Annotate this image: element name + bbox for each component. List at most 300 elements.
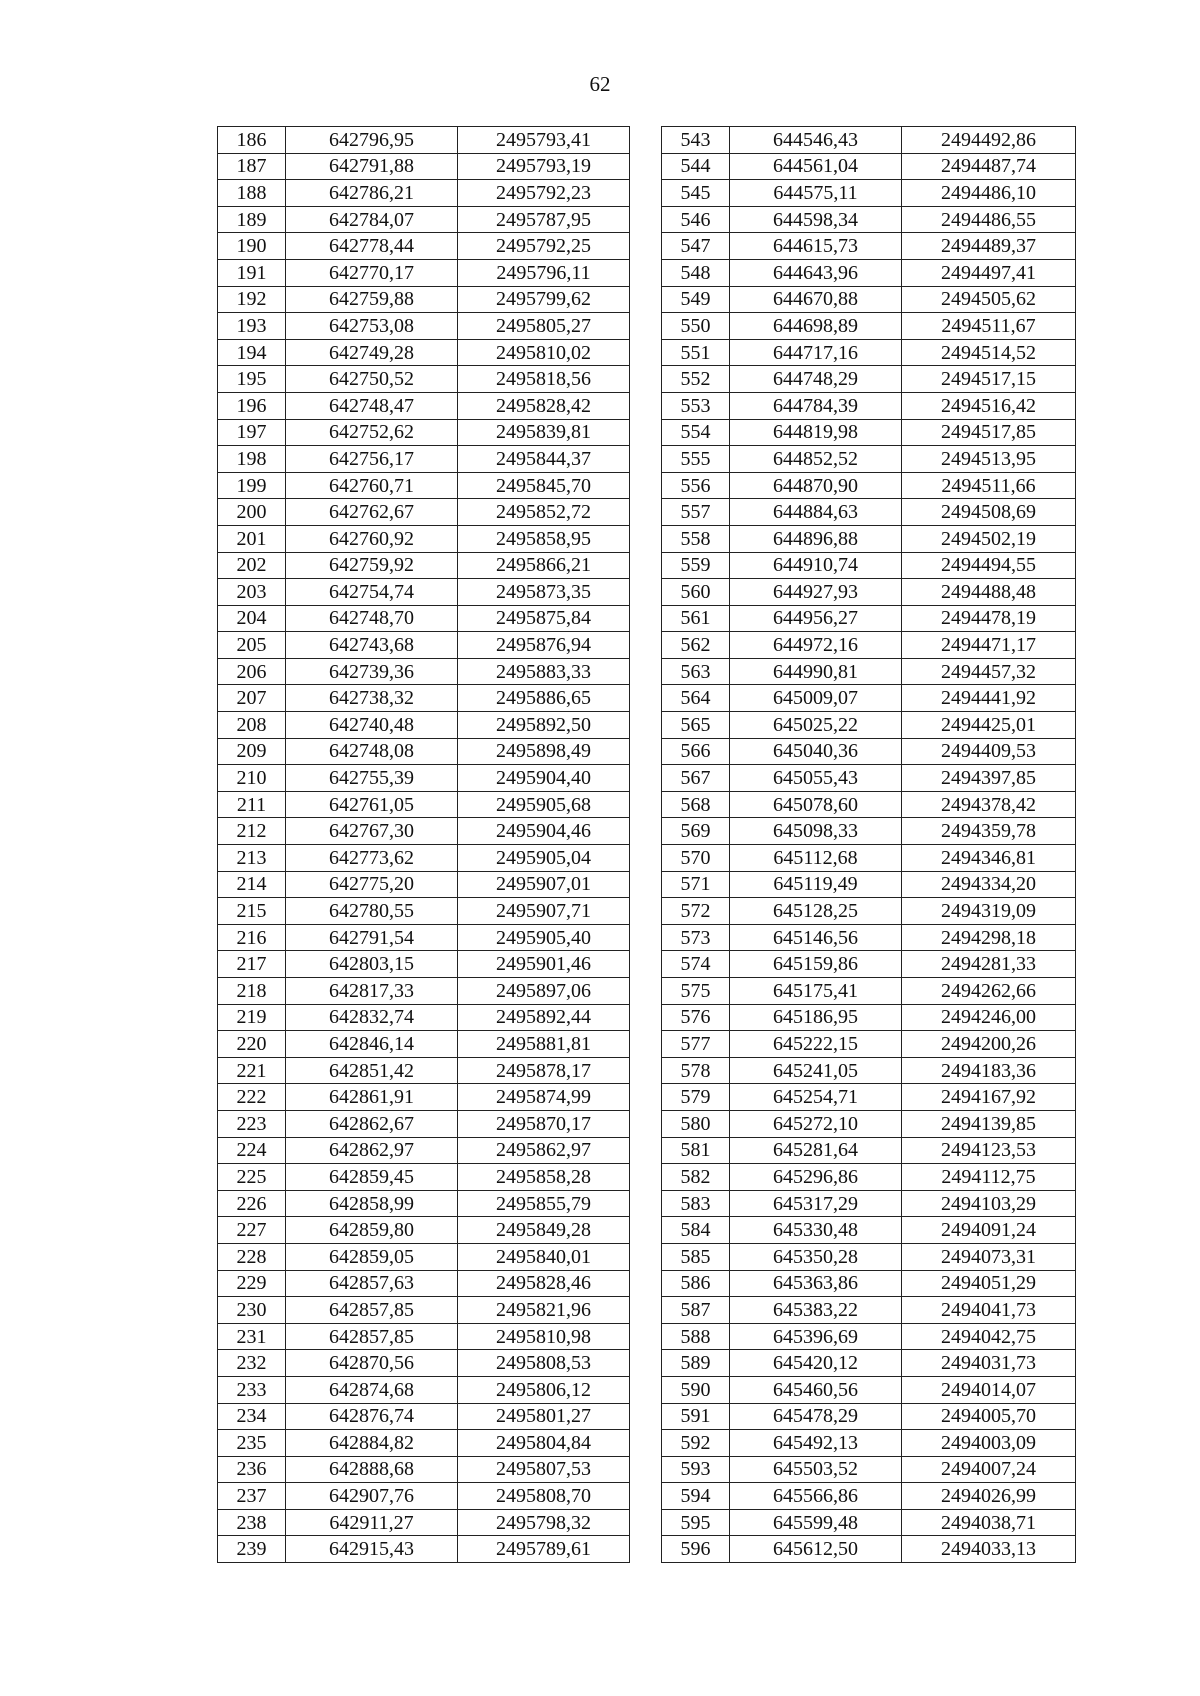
x-coordinate-left: 642846,14 (286, 1031, 458, 1058)
y-coordinate-left: 2495844,37 (458, 446, 630, 473)
table-row (218, 339, 1076, 366)
coordinates-table (217, 126, 1076, 1563)
y-coordinate-right: 2494281,33 (902, 951, 1076, 978)
column-gap (630, 1403, 662, 1430)
y-coordinate-left: 2495904,40 (458, 765, 630, 792)
table-row (218, 1323, 1076, 1350)
point-number-right: 572 (662, 898, 730, 925)
x-coordinate-right: 645478,29 (730, 1403, 902, 1430)
point-number-left: 226 (218, 1190, 286, 1217)
table-row (218, 712, 1076, 739)
x-coordinate-left: 642760,92 (286, 525, 458, 552)
column-gap (630, 286, 662, 313)
point-number-right: 576 (662, 1004, 730, 1031)
table-row (218, 525, 1076, 552)
point-number-right: 545 (662, 180, 730, 207)
x-coordinate-right: 645098,33 (730, 818, 902, 845)
x-coordinate-left: 642780,55 (286, 898, 458, 925)
y-coordinate-right: 2494397,85 (902, 765, 1076, 792)
x-coordinate-left: 642740,48 (286, 712, 458, 739)
point-number-right: 559 (662, 552, 730, 579)
x-coordinate-right: 645296,86 (730, 1164, 902, 1191)
column-gap (630, 366, 662, 393)
point-number-right: 554 (662, 419, 730, 446)
point-number-left: 191 (218, 259, 286, 286)
x-coordinate-right: 644956,27 (730, 605, 902, 632)
point-number-right: 553 (662, 392, 730, 419)
point-number-left: 230 (218, 1297, 286, 1324)
column-gap (630, 1483, 662, 1510)
y-coordinate-right: 2494033,13 (902, 1536, 1076, 1563)
point-number-right: 581 (662, 1137, 730, 1164)
y-coordinate-left: 2495840,01 (458, 1243, 630, 1270)
x-coordinate-left: 642750,52 (286, 366, 458, 393)
x-coordinate-left: 642862,97 (286, 1137, 458, 1164)
y-coordinate-right: 2494112,75 (902, 1164, 1076, 1191)
point-number-left: 213 (218, 845, 286, 872)
table-row (218, 366, 1076, 393)
y-coordinate-right: 2494359,78 (902, 818, 1076, 845)
point-number-right: 592 (662, 1430, 730, 1457)
column-gap (630, 1217, 662, 1244)
x-coordinate-left: 642857,85 (286, 1297, 458, 1324)
x-coordinate-right: 645350,28 (730, 1243, 902, 1270)
point-number-right: 595 (662, 1509, 730, 1536)
y-coordinate-right: 2494139,85 (902, 1110, 1076, 1137)
y-coordinate-right: 2494003,09 (902, 1430, 1076, 1457)
y-coordinate-left: 2495905,68 (458, 791, 630, 818)
point-number-right: 584 (662, 1217, 730, 1244)
point-number-right: 580 (662, 1110, 730, 1137)
y-coordinate-left: 2495905,04 (458, 845, 630, 872)
x-coordinate-left: 642884,82 (286, 1430, 458, 1457)
x-coordinate-left: 642784,07 (286, 206, 458, 233)
column-gap (630, 1137, 662, 1164)
x-coordinate-left: 642817,33 (286, 978, 458, 1005)
point-number-left: 208 (218, 712, 286, 739)
x-coordinate-left: 642760,71 (286, 472, 458, 499)
column-gap (630, 392, 662, 419)
point-number-left: 197 (218, 419, 286, 446)
y-coordinate-right: 2494502,19 (902, 525, 1076, 552)
column-gap (630, 685, 662, 712)
x-coordinate-right: 644784,39 (730, 392, 902, 419)
point-number-right: 571 (662, 871, 730, 898)
point-number-right: 548 (662, 259, 730, 286)
point-number-right: 588 (662, 1323, 730, 1350)
point-number-right: 546 (662, 206, 730, 233)
x-coordinate-right: 644598,34 (730, 206, 902, 233)
x-coordinate-right: 644615,73 (730, 233, 902, 260)
column-gap (630, 1031, 662, 1058)
x-coordinate-right: 645119,49 (730, 871, 902, 898)
table-row (218, 127, 1076, 154)
x-coordinate-right: 644884,63 (730, 499, 902, 526)
point-number-right: 573 (662, 924, 730, 951)
x-coordinate-left: 642761,05 (286, 791, 458, 818)
x-coordinate-right: 645241,05 (730, 1057, 902, 1084)
x-coordinate-right: 645492,13 (730, 1430, 902, 1457)
y-coordinate-right: 2494514,52 (902, 339, 1076, 366)
column-gap (630, 1456, 662, 1483)
x-coordinate-right: 645146,56 (730, 924, 902, 951)
point-number-right: 562 (662, 632, 730, 659)
y-coordinate-right: 2494471,17 (902, 632, 1076, 659)
table-row (218, 791, 1076, 818)
y-coordinate-right: 2494488,48 (902, 579, 1076, 606)
point-number-right: 594 (662, 1483, 730, 1510)
point-number-left: 225 (218, 1164, 286, 1191)
point-number-right: 549 (662, 286, 730, 313)
table-row (218, 632, 1076, 659)
point-number-left: 227 (218, 1217, 286, 1244)
table-row (218, 1137, 1076, 1164)
point-number-right: 568 (662, 791, 730, 818)
point-number-right: 578 (662, 1057, 730, 1084)
y-coordinate-left: 2495870,17 (458, 1110, 630, 1137)
table-row (218, 552, 1076, 579)
y-coordinate-left: 2495883,33 (458, 658, 630, 685)
column-gap (630, 738, 662, 765)
y-coordinate-right: 2494091,24 (902, 1217, 1076, 1244)
x-coordinate-left: 642756,17 (286, 446, 458, 473)
x-coordinate-right: 645612,50 (730, 1536, 902, 1563)
column-gap (630, 1376, 662, 1403)
x-coordinate-left: 642870,56 (286, 1350, 458, 1377)
x-coordinate-left: 642851,42 (286, 1057, 458, 1084)
y-coordinate-right: 2494516,42 (902, 392, 1076, 419)
x-coordinate-left: 642748,70 (286, 605, 458, 632)
x-coordinate-right: 645159,86 (730, 951, 902, 978)
column-gap (630, 818, 662, 845)
x-coordinate-left: 642862,67 (286, 1110, 458, 1137)
point-number-left: 216 (218, 924, 286, 951)
column-gap (630, 472, 662, 499)
point-number-left: 200 (218, 499, 286, 526)
point-number-right: 543 (662, 127, 730, 154)
point-number-right: 555 (662, 446, 730, 473)
y-coordinate-right: 2494478,19 (902, 605, 1076, 632)
point-number-right: 591 (662, 1403, 730, 1430)
x-coordinate-right: 644927,93 (730, 579, 902, 606)
x-coordinate-right: 645128,25 (730, 898, 902, 925)
y-coordinate-right: 2494200,26 (902, 1031, 1076, 1058)
y-coordinate-left: 2495805,27 (458, 313, 630, 340)
y-coordinate-right: 2494492,86 (902, 127, 1076, 154)
y-coordinate-right: 2494409,53 (902, 738, 1076, 765)
x-coordinate-left: 642888,68 (286, 1456, 458, 1483)
y-coordinate-right: 2494014,07 (902, 1376, 1076, 1403)
x-coordinate-right: 644748,29 (730, 366, 902, 393)
table-row (218, 499, 1076, 526)
y-coordinate-left: 2495875,84 (458, 605, 630, 632)
table-row (218, 1031, 1076, 1058)
y-coordinate-right: 2494041,73 (902, 1297, 1076, 1324)
point-number-right: 556 (662, 472, 730, 499)
table-row (218, 1110, 1076, 1137)
y-coordinate-right: 2494005,70 (902, 1403, 1076, 1430)
column-gap (630, 1270, 662, 1297)
column-gap (630, 259, 662, 286)
y-coordinate-right: 2494334,20 (902, 871, 1076, 898)
y-coordinate-left: 2495810,98 (458, 1323, 630, 1350)
point-number-left: 238 (218, 1509, 286, 1536)
y-coordinate-right: 2494007,24 (902, 1456, 1076, 1483)
x-coordinate-right: 644670,88 (730, 286, 902, 313)
point-number-right: 593 (662, 1456, 730, 1483)
table-row (218, 1483, 1076, 1510)
table-row (218, 233, 1076, 260)
y-coordinate-left: 2495886,65 (458, 685, 630, 712)
x-coordinate-left: 642743,68 (286, 632, 458, 659)
y-coordinate-left: 2495793,19 (458, 153, 630, 180)
column-gap (630, 127, 662, 154)
x-coordinate-left: 642876,74 (286, 1403, 458, 1430)
y-coordinate-left: 2495849,28 (458, 1217, 630, 1244)
y-coordinate-left: 2495801,27 (458, 1403, 630, 1430)
table-row (218, 1509, 1076, 1536)
y-coordinate-left: 2495821,96 (458, 1297, 630, 1324)
table-row (218, 765, 1076, 792)
column-gap (630, 765, 662, 792)
point-number-left: 239 (218, 1536, 286, 1563)
y-coordinate-right: 2494517,15 (902, 366, 1076, 393)
y-coordinate-left: 2495866,21 (458, 552, 630, 579)
point-number-right: 590 (662, 1376, 730, 1403)
point-number-left: 222 (218, 1084, 286, 1111)
x-coordinate-right: 645186,95 (730, 1004, 902, 1031)
y-coordinate-left: 2495881,81 (458, 1031, 630, 1058)
x-coordinate-left: 642907,76 (286, 1483, 458, 1510)
y-coordinate-left: 2495807,53 (458, 1456, 630, 1483)
x-coordinate-right: 644698,89 (730, 313, 902, 340)
point-number-right: 577 (662, 1031, 730, 1058)
x-coordinate-left: 642778,44 (286, 233, 458, 260)
table-row (218, 259, 1076, 286)
column-gap (630, 951, 662, 978)
x-coordinate-left: 642786,21 (286, 180, 458, 207)
point-number-right: 589 (662, 1350, 730, 1377)
column-gap (630, 579, 662, 606)
table-row (218, 978, 1076, 1005)
column-gap (630, 1057, 662, 1084)
y-coordinate-left: 2495907,71 (458, 898, 630, 925)
y-coordinate-right: 2494298,18 (902, 924, 1076, 951)
y-coordinate-right: 2494425,01 (902, 712, 1076, 739)
y-coordinate-right: 2494319,09 (902, 898, 1076, 925)
point-number-left: 205 (218, 632, 286, 659)
x-coordinate-left: 642754,74 (286, 579, 458, 606)
point-number-right: 550 (662, 313, 730, 340)
y-coordinate-right: 2494183,36 (902, 1057, 1076, 1084)
y-coordinate-right: 2494457,32 (902, 658, 1076, 685)
column-gap (630, 1297, 662, 1324)
point-number-left: 190 (218, 233, 286, 260)
y-coordinate-right: 2494494,55 (902, 552, 1076, 579)
table-row (218, 313, 1076, 340)
x-coordinate-right: 644819,98 (730, 419, 902, 446)
x-coordinate-right: 644910,74 (730, 552, 902, 579)
y-coordinate-left: 2495828,46 (458, 1270, 630, 1297)
table-row (218, 1004, 1076, 1031)
x-coordinate-right: 644896,88 (730, 525, 902, 552)
y-coordinate-right: 2494123,53 (902, 1137, 1076, 1164)
y-coordinate-right: 2494346,81 (902, 845, 1076, 872)
y-coordinate-left: 2495852,72 (458, 499, 630, 526)
column-gap (630, 233, 662, 260)
table-body (218, 127, 1076, 1563)
column-gap (630, 871, 662, 898)
point-number-right: 544 (662, 153, 730, 180)
y-coordinate-left: 2495892,50 (458, 712, 630, 739)
x-coordinate-left: 642911,27 (286, 1509, 458, 1536)
column-gap (630, 313, 662, 340)
point-number-left: 209 (218, 738, 286, 765)
table-row (218, 605, 1076, 632)
column-gap (630, 446, 662, 473)
point-number-left: 199 (218, 472, 286, 499)
point-number-left: 195 (218, 366, 286, 393)
point-number-right: 560 (662, 579, 730, 606)
x-coordinate-right: 645420,12 (730, 1350, 902, 1377)
x-coordinate-left: 642832,74 (286, 1004, 458, 1031)
table-row (218, 472, 1076, 499)
x-coordinate-right: 645055,43 (730, 765, 902, 792)
x-coordinate-right: 644575,11 (730, 180, 902, 207)
column-gap (630, 1323, 662, 1350)
column-gap (630, 1110, 662, 1137)
x-coordinate-left: 642752,62 (286, 419, 458, 446)
table-row (218, 206, 1076, 233)
column-gap (630, 1004, 662, 1031)
y-coordinate-left: 2495858,95 (458, 525, 630, 552)
column-gap (630, 1536, 662, 1563)
y-coordinate-left: 2495799,62 (458, 286, 630, 313)
y-coordinate-right: 2494262,66 (902, 978, 1076, 1005)
x-coordinate-left: 642753,08 (286, 313, 458, 340)
table-row (218, 180, 1076, 207)
point-number-left: 210 (218, 765, 286, 792)
point-number-left: 228 (218, 1243, 286, 1270)
column-gap (630, 898, 662, 925)
point-number-left: 204 (218, 605, 286, 632)
point-number-right: 587 (662, 1297, 730, 1324)
x-coordinate-left: 642791,54 (286, 924, 458, 951)
y-coordinate-left: 2495904,46 (458, 818, 630, 845)
x-coordinate-right: 644546,43 (730, 127, 902, 154)
x-coordinate-left: 642759,88 (286, 286, 458, 313)
x-coordinate-left: 642748,47 (286, 392, 458, 419)
x-coordinate-right: 645040,36 (730, 738, 902, 765)
y-coordinate-left: 2495874,99 (458, 1084, 630, 1111)
x-coordinate-right: 645363,86 (730, 1270, 902, 1297)
table-row (218, 1430, 1076, 1457)
table-row (218, 419, 1076, 446)
point-number-left: 232 (218, 1350, 286, 1377)
point-number-right: 551 (662, 339, 730, 366)
table-row (218, 685, 1076, 712)
y-coordinate-left: 2495907,01 (458, 871, 630, 898)
table-row (218, 818, 1076, 845)
x-coordinate-right: 645272,10 (730, 1110, 902, 1137)
x-coordinate-left: 642773,62 (286, 845, 458, 872)
x-coordinate-right: 645254,71 (730, 1084, 902, 1111)
table-row (218, 1350, 1076, 1377)
table-row (218, 1217, 1076, 1244)
point-number-left: 224 (218, 1137, 286, 1164)
column-gap (630, 552, 662, 579)
table-row (218, 1536, 1076, 1563)
x-coordinate-left: 642762,67 (286, 499, 458, 526)
y-coordinate-left: 2495873,35 (458, 579, 630, 606)
point-number-left: 192 (218, 286, 286, 313)
y-coordinate-left: 2495796,11 (458, 259, 630, 286)
y-coordinate-left: 2495792,25 (458, 233, 630, 260)
y-coordinate-right: 2494031,73 (902, 1350, 1076, 1377)
y-coordinate-left: 2495897,06 (458, 978, 630, 1005)
column-gap (630, 153, 662, 180)
x-coordinate-right: 645330,48 (730, 1217, 902, 1244)
y-coordinate-left: 2495808,53 (458, 1350, 630, 1377)
y-coordinate-right: 2494378,42 (902, 791, 1076, 818)
y-coordinate-right: 2494051,29 (902, 1270, 1076, 1297)
point-number-right: 567 (662, 765, 730, 792)
x-coordinate-left: 642791,88 (286, 153, 458, 180)
y-coordinate-left: 2495828,42 (458, 392, 630, 419)
point-number-left: 236 (218, 1456, 286, 1483)
point-number-left: 188 (218, 180, 286, 207)
table-row (218, 392, 1076, 419)
table-row (218, 446, 1076, 473)
x-coordinate-right: 645599,48 (730, 1509, 902, 1536)
x-coordinate-right: 644561,04 (730, 153, 902, 180)
point-number-right: 583 (662, 1190, 730, 1217)
y-coordinate-left: 2495901,46 (458, 951, 630, 978)
y-coordinate-right: 2494038,71 (902, 1509, 1076, 1536)
x-coordinate-left: 642859,45 (286, 1164, 458, 1191)
y-coordinate-right: 2494513,95 (902, 446, 1076, 473)
table-row (218, 1270, 1076, 1297)
point-number-left: 193 (218, 313, 286, 340)
point-number-left: 189 (218, 206, 286, 233)
point-number-left: 212 (218, 818, 286, 845)
x-coordinate-left: 642755,39 (286, 765, 458, 792)
point-number-left: 221 (218, 1057, 286, 1084)
point-number-right: 552 (662, 366, 730, 393)
x-coordinate-right: 645025,22 (730, 712, 902, 739)
point-number-right: 564 (662, 685, 730, 712)
column-gap (630, 1084, 662, 1111)
x-coordinate-left: 642767,30 (286, 818, 458, 845)
point-number-left: 233 (218, 1376, 286, 1403)
point-number-left: 219 (218, 1004, 286, 1031)
point-number-right: 561 (662, 605, 730, 632)
x-coordinate-right: 645112,68 (730, 845, 902, 872)
column-gap (630, 1350, 662, 1377)
y-coordinate-right: 2494497,41 (902, 259, 1076, 286)
table-row (218, 658, 1076, 685)
x-coordinate-left: 642861,91 (286, 1084, 458, 1111)
x-coordinate-right: 645460,56 (730, 1376, 902, 1403)
y-coordinate-left: 2495858,28 (458, 1164, 630, 1191)
x-coordinate-left: 642796,95 (286, 127, 458, 154)
table-row (218, 1190, 1076, 1217)
table-row (218, 579, 1076, 606)
y-coordinate-left: 2495798,32 (458, 1509, 630, 1536)
y-coordinate-left: 2495898,49 (458, 738, 630, 765)
y-coordinate-right: 2494517,85 (902, 419, 1076, 446)
table-row (218, 286, 1076, 313)
